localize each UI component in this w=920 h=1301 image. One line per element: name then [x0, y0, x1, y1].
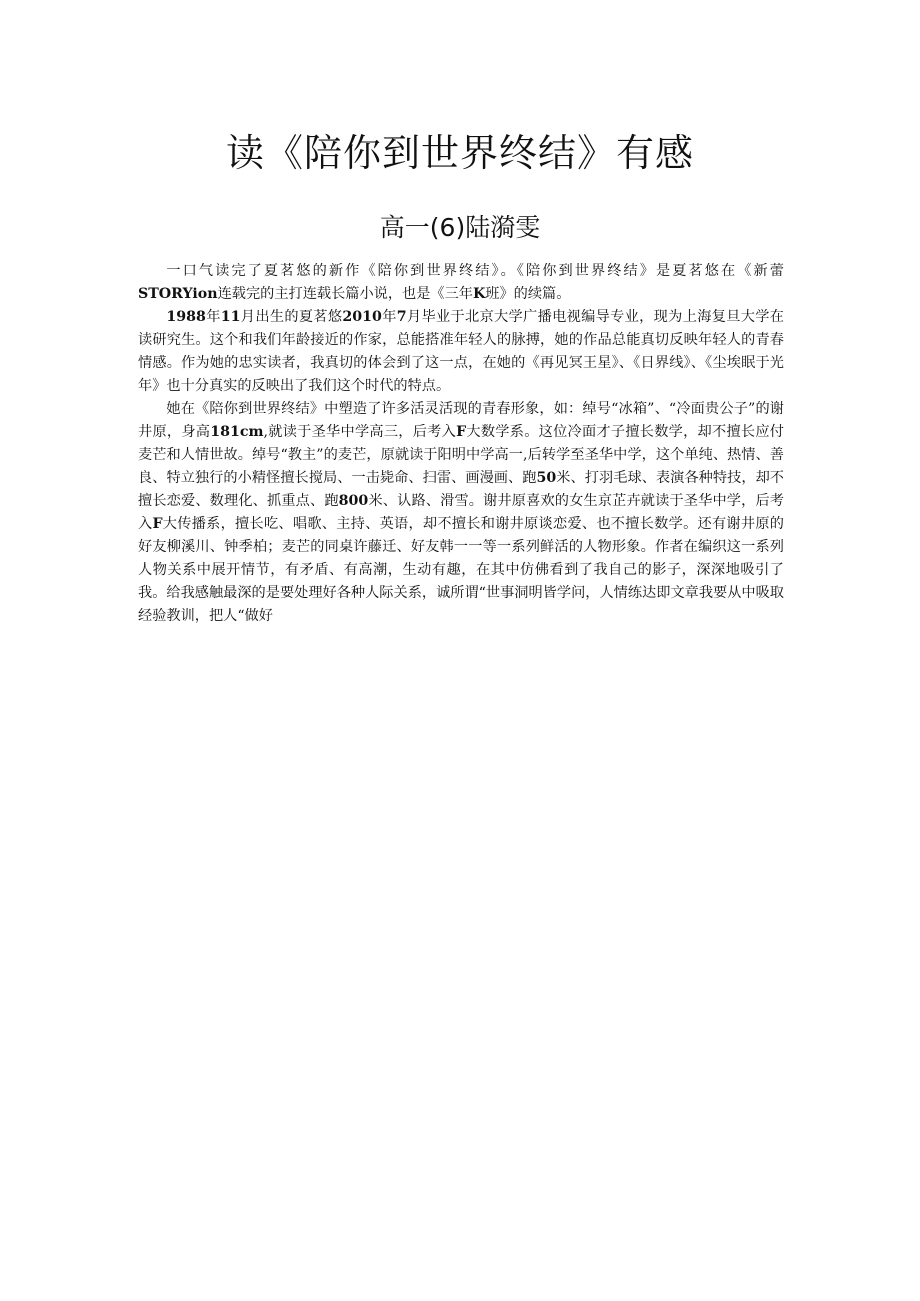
paragraph-1: 一口气读完了夏茗悠的新作《陪你到世界终结》。《陪你到世界终结》是夏茗悠在《新蕾STORYion连载完的主打连载长篇小说，也是《三年K班》的续篇。	[138, 263, 784, 302]
document-body	[138, 260, 784, 628]
paragraph-3: 她在《陪你到世界终结》中塑造了许多活灵活现的青春形象，如：绰号“冰箱”、“冷面贵公子”的谢井原，身高181cm,就读于圣华中学高三，后考入F大数学系。这位冷面才子擅长数学，却不擅长应付麦芒和人情世故。绰号“教主”的麦芒，原就读于阳明中学高一,后转学至圣华中学，这个单纯、热情、善良、特立独行的小精怪擅长搅局、一击毙命、扫雷、画漫画、跑50米、打羽毛球、表演各种特技，却不擅长恋爱、数理化、抓重点、跑800米、认路、滑雪。谢井原喜欢的女生京芷卉就读于圣华中学，后考入F大传播系，擅长吃、唱歌、主持、英语，却不擅长和谢井原谈恋爱、也不擅长数学。还有谢井原的好友柳溪川、钟季柏；麦芒的同桌许藤迁、好友韩一一等一系列鲜活的人物形象。作者在编织这一系列人物关系中展开情节，有矛盾、有高潮，生动有趣，在其中仿佛看到了我自己的影子，深深地吸引了我。给我感触最深的是要处理好各种人际关系，诚所谓“世事洞明皆学问，人情练达即文章我要从中吸取经验教训，把人“做好	[138, 401, 784, 624]
paragraph-2: 1988年11月出生的夏茗悠2010年7月毕业于北京大学广播电视编导专业，现为上海复旦大学在读研究生。这个和我们年龄接近的作家，总能搭准年轻人的脉搏，她的作品总能真切反映年轻人的青春情感。作为她的忠实读者，我真切的体会到了这一点，在她的《再见冥王星》、《日界线》、《尘埃眠于光年》也十分真实的反映出了我们这个时代的特点。	[138, 309, 784, 394]
document-title: 读《陪你到世界终结》有感	[225, 131, 694, 175]
document-author: 高一(6)陆漪雯	[379, 213, 541, 242]
